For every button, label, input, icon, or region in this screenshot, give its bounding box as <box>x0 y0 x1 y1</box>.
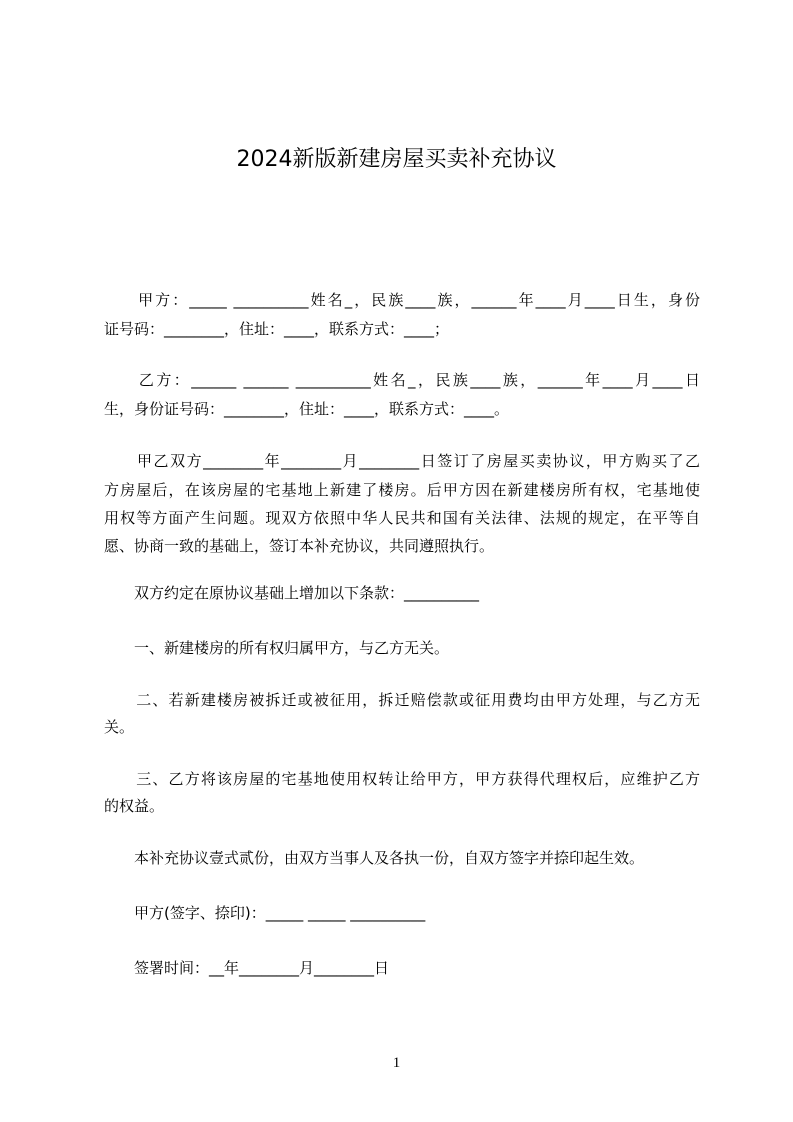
party-a-line-2: 证号码：________，住址：____，联系方式：____； <box>104 320 450 338</box>
party-b-line-1: 乙方：______ ______ __________姓名_，民族____族，______年____月____日 <box>104 371 700 389</box>
signing-date: 签署时间：__年________月________日 <box>104 959 390 977</box>
preamble-line-4: 愿、协商一致的基础上，签订本补充协议，共同遵照执行。 <box>104 537 495 555</box>
clause-2-line-1: 二、若新建楼房被拆迁或被征用，拆迁赔偿款或征用费均由甲方处理，与乙方无 <box>104 691 700 709</box>
party-a-line-1: 甲方：_____ __________姓名_，民族____族，______年____月____日生，身份 <box>104 291 700 309</box>
clause-3-line-2: 的权益。 <box>104 797 165 815</box>
preamble-line-2: 方房屋后，在该房屋的宅基地上新建了楼房。后甲方因在新建楼房所有权，宅基地使 <box>104 481 700 499</box>
clause-1: 一、新建楼房的所有权归属甲方，与乙方无关。 <box>104 639 450 657</box>
preamble-line-1: 甲乙双方________年________月________日签订了房屋买卖协议，甲方购买了乙 <box>104 452 700 470</box>
clause-3-line-1: 三、乙方将该房屋的宅基地使用权转让给甲方，甲方获得代理权后，应维护乙方 <box>104 770 700 788</box>
party-a-signature: 甲方(签字、捺印)：_____ _____ __________ <box>104 904 426 922</box>
preamble-line-3: 用权等方面产生问题。现双方依照中华人民共和国有关法律、法规的规定，在平等自 <box>104 509 700 527</box>
agreement-intro: 双方约定在原协议基础上增加以下条款：__________ <box>104 584 480 602</box>
clause-2-line-2: 关。 <box>104 718 135 736</box>
page-number: 1 <box>392 1055 401 1071</box>
document-title: 2024新版新建房屋买卖补充协议 <box>236 147 557 172</box>
effectiveness-clause: 本补充协议壹式贰份，由双方当事人及各执一份，自双方签字并捺印起生效。 <box>104 849 645 867</box>
party-b-line-2: 生，身份证号码：________，住址：____，联系方式：____。 <box>104 400 510 418</box>
